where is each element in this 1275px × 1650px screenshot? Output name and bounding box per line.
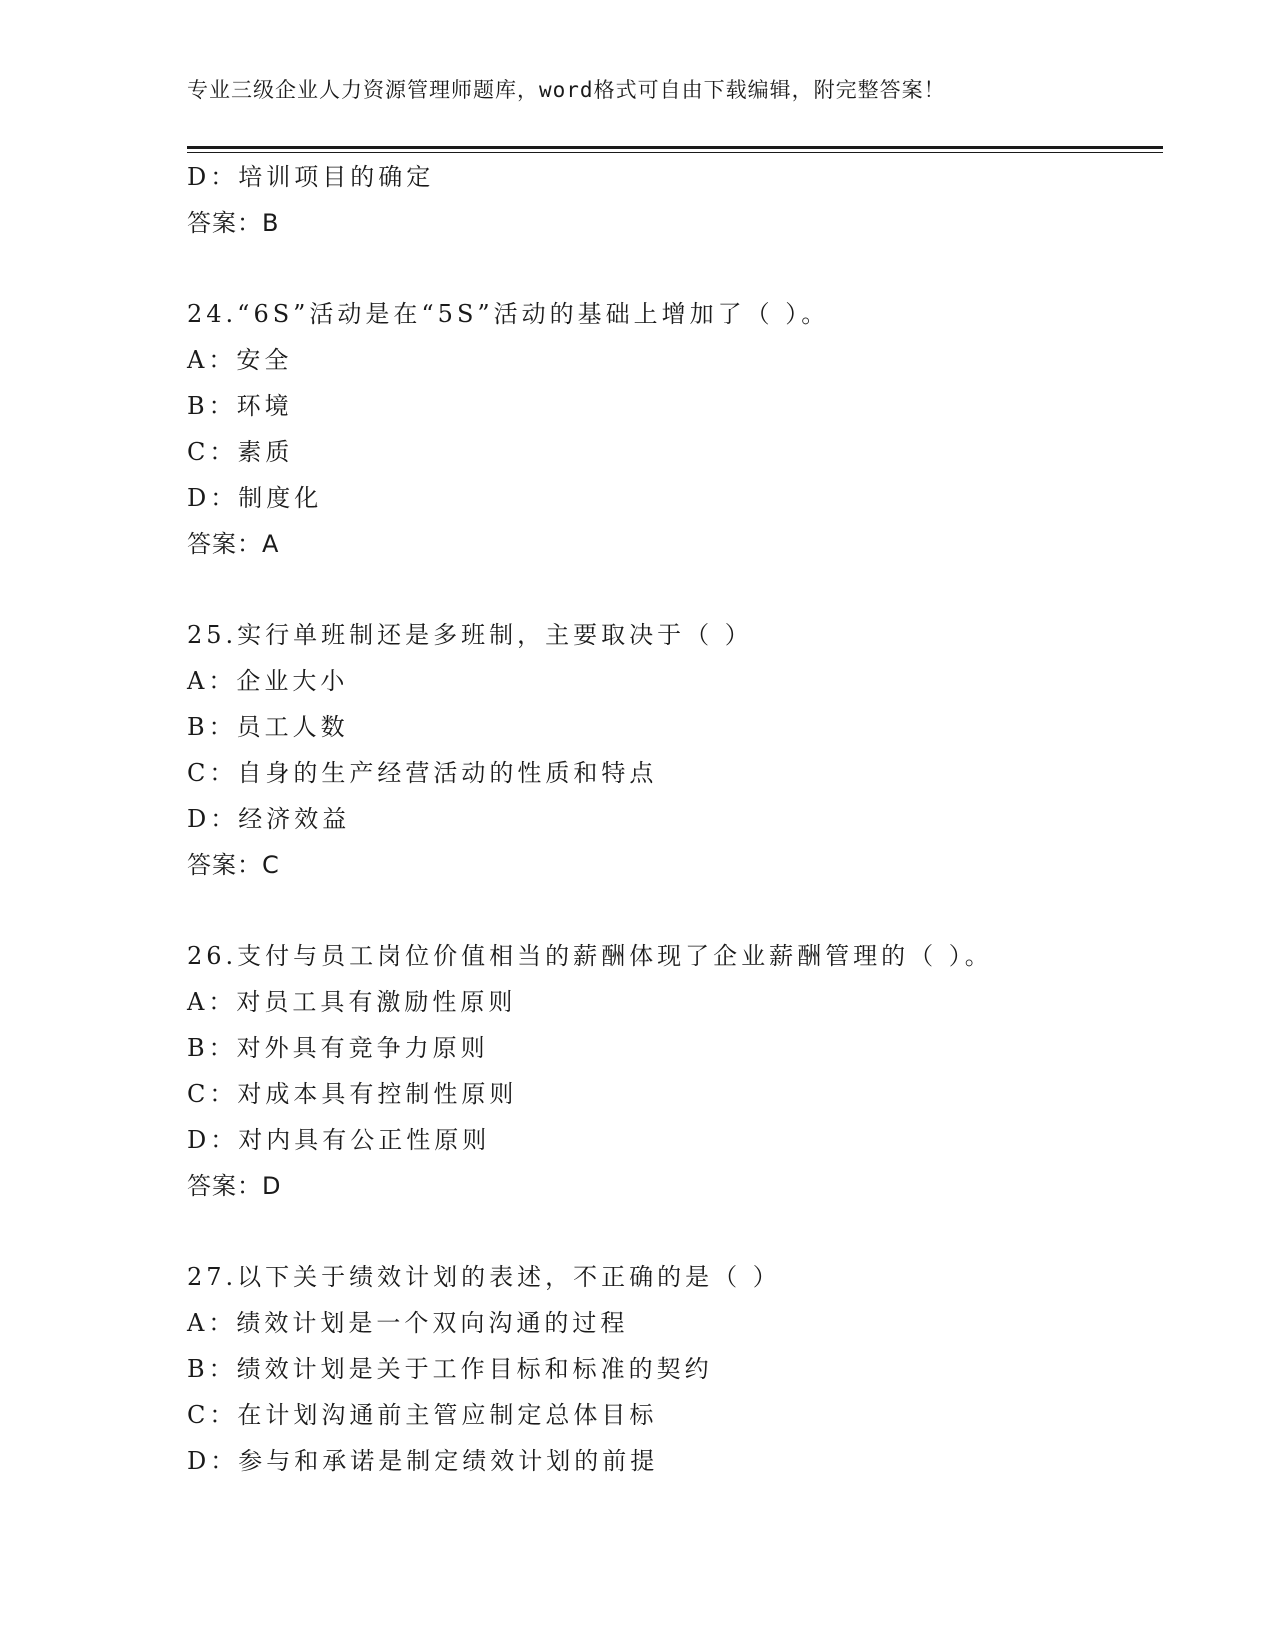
- prev-question-tail: [187, 154, 1163, 246]
- question-24: [187, 291, 1163, 567]
- option-b: B：绩效计划是关于工作目标和标准的契约: [187, 1355, 713, 1383]
- option-d: D：对内具有公正性原则: [187, 1126, 491, 1154]
- option-a: A：安全: [187, 346, 293, 374]
- option-b: B：对外具有竞争力原则: [187, 1034, 489, 1062]
- question-stem: 24.“6S”活动是在“5S”活动的基础上增加了（ ）。: [187, 300, 830, 328]
- option-d: D：培训项目的确定: [187, 163, 435, 191]
- option-c: C：素质: [187, 438, 294, 466]
- question-27: [187, 1254, 1163, 1484]
- answer-line: 答案：C: [187, 851, 280, 879]
- question-stem: 27.以下关于绩效计划的表述，不正确的是（ ）: [187, 1263, 781, 1291]
- option-d: D：经济效益: [187, 805, 351, 833]
- question-stem: 26.支付与员工岗位价值相当的薪酬体现了企业薪酬管理的（ ）。: [187, 942, 993, 970]
- option-a: A：绩效计划是一个双向沟通的过程: [187, 1309, 629, 1337]
- option-c: C：对成本具有控制性原则: [187, 1080, 518, 1108]
- answer-line: 答案：B: [187, 209, 280, 237]
- option-a: A：对员工具有激励性原则: [187, 988, 517, 1016]
- header-rule-thin: [187, 152, 1163, 153]
- option-a: A：企业大小: [187, 667, 349, 695]
- option-b: B：环境: [187, 392, 293, 420]
- page-header: 专业三级企业人力资源管理师题库，word格式可自由下载编辑，附完整答案！: [187, 78, 946, 102]
- option-c: C：自身的生产经营活动的性质和特点: [187, 759, 658, 787]
- option-d: D：参与和承诺是制定绩效计划的前提: [187, 1447, 659, 1475]
- header-rule-thick: [187, 146, 1163, 149]
- question-stem: 25.实行单班制还是多班制，主要取决于（ ）: [187, 621, 753, 649]
- question-list: [187, 154, 1163, 1484]
- answer-line: 答案：A: [187, 530, 280, 558]
- answer-line: 答案：D: [187, 1172, 282, 1200]
- option-c: C：在计划沟通前主管应制定总体目标: [187, 1401, 658, 1429]
- question-25: [187, 612, 1163, 888]
- option-d: D：制度化: [187, 484, 323, 512]
- question-26: [187, 933, 1163, 1209]
- option-b: B：员工人数: [187, 713, 349, 741]
